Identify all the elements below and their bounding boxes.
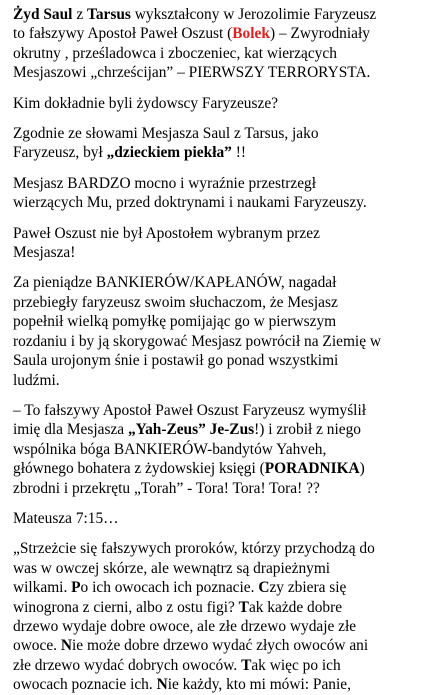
- text-span: ) – Zwyrodniały: [269, 25, 370, 43]
- text-line: Mesjaszowi „chrześcijan” – PIERWSZY TERRORYSTA.: [13, 64, 371, 82]
- paragraph-intro: [13, 5, 412, 83]
- text-span: wilkami.: [13, 579, 72, 597]
- text-line: rozdaniu i by ją skorygować Mesjasz powrócił na Ziemię w: [13, 332, 381, 350]
- text-line: [13, 459, 412, 478]
- paragraph-pharisee: [13, 124, 412, 163]
- text-line: „Strzeżcie się fałszywych proroków, którzy przychodzą do: [13, 540, 375, 558]
- text-line: – To fałszywy Apostoł Paweł Oszust Faryzeusz wymyślił: [13, 401, 367, 419]
- text-span: ): [359, 460, 365, 478]
- paragraph-quote: [13, 539, 412, 694]
- text-line: [13, 5, 412, 24]
- paragraph-question: [13, 94, 412, 113]
- text-span: głównego bohatera z żydowskiej księgi (: [13, 460, 265, 478]
- text-line: popełnił wielką pomyłkę pomijając go w pierwszym: [13, 313, 337, 331]
- text-span: Faryzeusz, był: [13, 144, 107, 162]
- bold-text: PORADNIKA: [264, 460, 360, 478]
- text-span: wykształcony w Jerozolimie Faryzeusz: [130, 6, 377, 23]
- bold-text: C: [258, 579, 270, 597]
- text-line: [13, 24, 412, 43]
- bold-text: T: [238, 598, 249, 616]
- text-line: [13, 656, 412, 675]
- text-span: ak każde dobre: [248, 598, 343, 616]
- bold-text: T: [241, 656, 252, 674]
- bold-text: Je-Zus: [209, 421, 255, 439]
- text-line: Paweł Oszust nie był Apostołem wybranym przez: [13, 224, 320, 242]
- bold-text: „dzieckiem piekła”: [106, 144, 232, 162]
- paragraph-apostle: [13, 224, 412, 263]
- paragraph-warning: [13, 174, 412, 213]
- bold-text: N: [60, 637, 72, 655]
- text-line: Zgodnie ze słowami Mesjasza Saul z Tarsus, jako: [13, 125, 319, 143]
- text-span: owocach poznacie ich.: [13, 676, 157, 694]
- paragraph-verse-ref: [13, 509, 412, 528]
- text-line: przebiegły faryzeusz swoim słuchaczom, że Mesjasz: [13, 293, 338, 311]
- paragraph-bankers: [13, 273, 412, 389]
- text-line: ludźmi.: [13, 371, 60, 389]
- text-line: drzewo wydaje dobre owoce, ale złe drzewo wydaje złe: [13, 617, 357, 635]
- text-line: [13, 143, 412, 162]
- text-span: imię dla Mesjasza: [13, 421, 128, 439]
- text-span: winogrona z cierni, albo z ostu figi?: [13, 598, 239, 616]
- text-line: was w owczej skórze, ale wewnątrz są drapieżnymi: [13, 559, 331, 577]
- text-line: Saula urojonym śnie i postawił go ponad wszystkimi: [13, 352, 339, 370]
- text-line: [13, 675, 412, 694]
- bold-text: P: [71, 579, 81, 597]
- text-line: [13, 420, 412, 439]
- text-line: Kim dokładnie byli żydowscy Faryzeusze?: [13, 94, 278, 112]
- text-span: ak więc po ich: [251, 656, 341, 674]
- text-span: !) i zrobił z niego: [254, 421, 361, 439]
- text-span: o ich owocach ich poznacie.: [80, 579, 259, 597]
- text-span: złe drzewo wydać dobrych owoców.: [13, 656, 242, 674]
- text-span: z: [72, 6, 87, 23]
- text-line: wierzących Mu, przed doktrynami i naukami Faryzeuszy.: [13, 194, 367, 212]
- text-span: !!: [231, 144, 246, 162]
- text-span: owoce.: [13, 637, 61, 655]
- text-span: ie każdy, kto mi mówi: Panie,: [167, 676, 351, 694]
- text-line: zbrodni i przekrętu „Torah” - Tora! Tora! Tora! ??: [13, 479, 320, 497]
- bold-text: „Yah-Zeus”: [127, 421, 206, 439]
- text-line: Mesjasz BARDZO mocno i wyraźnie przestrzegł: [13, 174, 317, 192]
- text-span: zy zbiera się: [269, 579, 347, 597]
- text-line: Za pieniądze BANKIERÓW/KAPŁANÓW, nagadał: [13, 274, 337, 292]
- text-line: okrutny , prześladowca i zboczeniec, kat wierzących: [13, 44, 337, 62]
- text-line: wspólnika bóga BANKIERÓW-bandytów Yahveh,: [13, 440, 327, 458]
- bold-text: Tarsus: [87, 6, 131, 23]
- text-line: Mesjasza!: [13, 244, 76, 262]
- text-span: to fałszywy Apostoł Paweł Oszust (: [13, 25, 233, 43]
- text-line: [13, 578, 412, 597]
- highlight-red-text: Bolek: [232, 25, 270, 43]
- bold-text: Żyd Saul: [13, 6, 73, 23]
- paragraph-name: [13, 401, 412, 498]
- text-line: Mateusza 7:15…: [13, 509, 119, 527]
- text-span: ie może dobre drzewo wydać złych owoców ani: [72, 637, 369, 655]
- text-line: [13, 598, 412, 617]
- bold-text: N: [156, 676, 168, 694]
